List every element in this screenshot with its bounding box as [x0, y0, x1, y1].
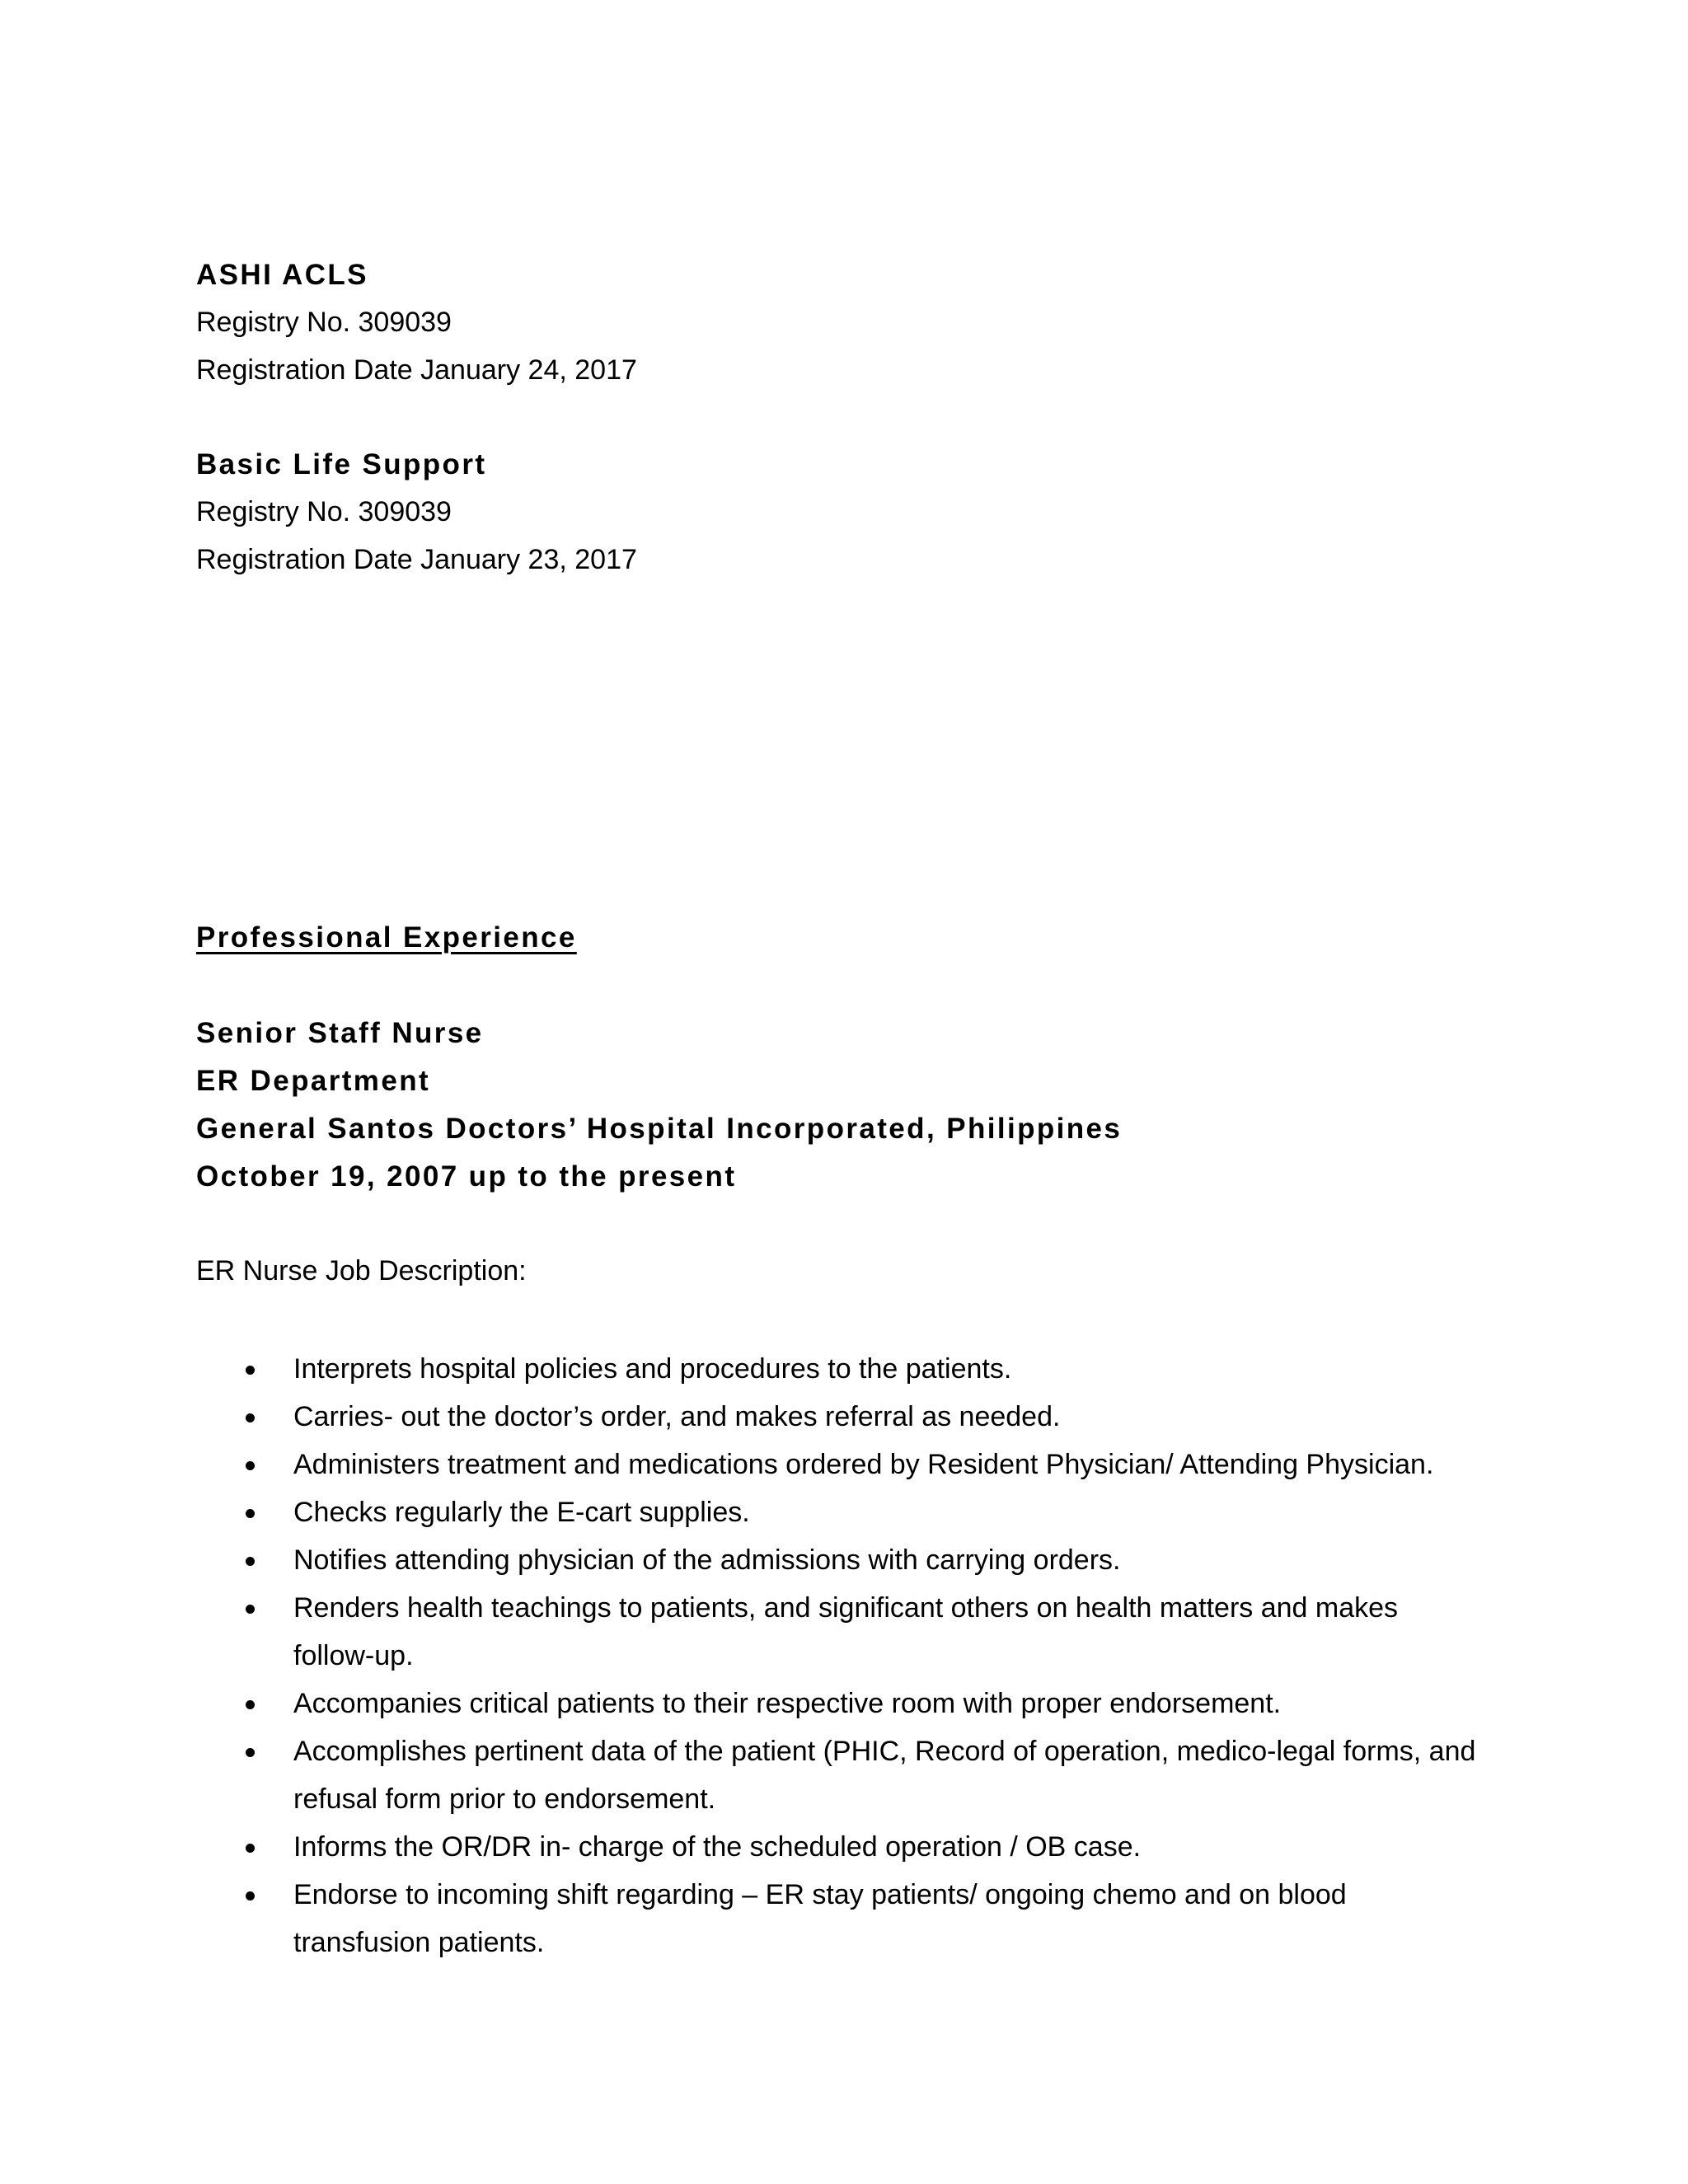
- list-item: [196, 1727, 1482, 1823]
- duty-text: Accomplishes pertinent data of the patient (PHIC, Record of operation, medico-legal forms, and refusal form prior to endorsement.: [293, 1736, 1476, 1815]
- list-item: [196, 1345, 1482, 1393]
- bullet-icon: [246, 1413, 255, 1422]
- section-title: Professional Experience: [196, 921, 577, 954]
- job-department: ER Department: [196, 1065, 431, 1097]
- bullet-icon: [246, 1461, 255, 1470]
- duty-text: Renders health teachings to patients, and significant others on health matters and makes follow-up.: [293, 1592, 1399, 1671]
- list-item: [196, 1536, 1482, 1584]
- job-description-label: ER Nurse Job Description:: [196, 1255, 527, 1286]
- job-period: October 19, 2007 up to the present: [196, 1160, 737, 1193]
- list-item: [196, 1584, 1482, 1680]
- duty-text: Checks regularly the E-cart supplies.: [293, 1497, 750, 1528]
- cert-registry: Registry No. 309039: [196, 307, 452, 338]
- duty-text: Endorse to incoming shift regarding – ER stay patients/ ongoing chemo and on blood transfusion patients.: [293, 1879, 1347, 1958]
- duty-text: Informs the OR/DR in- charge of the scheduled operation / OB case.: [293, 1831, 1142, 1863]
- list-item: [196, 1393, 1482, 1441]
- bullet-icon: [246, 1366, 255, 1375]
- bullet-icon: [246, 1557, 255, 1566]
- bullet-icon: [246, 1700, 255, 1709]
- cert-title: Basic Life Support: [196, 448, 487, 480]
- cert-date: Registration Date January 23, 2017: [196, 544, 637, 575]
- job-position: Senior Staff Nurse: [196, 1017, 484, 1049]
- bullet-icon: [246, 1605, 255, 1614]
- list-item: [196, 1871, 1482, 1966]
- cert-registry: Registry No. 309039: [196, 496, 452, 527]
- list-item: [196, 1680, 1482, 1727]
- bullet-icon: [246, 1509, 255, 1518]
- list-item: [196, 1488, 1482, 1536]
- duty-text: Interprets hospital policies and procedures to the patients.: [293, 1353, 1012, 1385]
- duty-text: Carries- out the doctor’s order, and makes referral as needed.: [293, 1401, 1061, 1432]
- list-item: [196, 1823, 1482, 1871]
- bullet-icon: [246, 1748, 255, 1757]
- duty-text: Notifies attending physician of the admissions with carrying orders.: [293, 1544, 1121, 1576]
- bullet-icon: [246, 1891, 255, 1900]
- duty-text: Accompanies critical patients to their respective room with proper endorsement.: [293, 1688, 1282, 1719]
- cert-date: Registration Date January 24, 2017: [196, 354, 637, 386]
- job-employer: General Santos Doctors’ Hospital Incorporated, Philippines: [196, 1113, 1123, 1145]
- bullet-icon: [246, 1844, 255, 1853]
- list-item: [196, 1441, 1482, 1488]
- duties-list: [196, 1345, 1482, 1966]
- cert-title: ASHI ACLS: [196, 259, 368, 291]
- duty-text: Administers treatment and medications ordered by Resident Physician/ Attending Physician.: [293, 1449, 1434, 1480]
